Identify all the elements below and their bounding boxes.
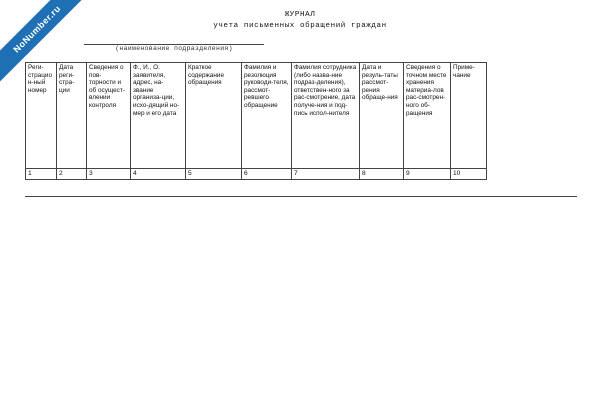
header-cell: Дата реги-стра-ции: [57, 63, 87, 169]
column-number-cell: 2: [57, 169, 87, 180]
column-number-cell: 3: [87, 169, 131, 180]
header-cell: Фамилия и резолюция руководи-теля, рассмот-ревшего обращение: [242, 63, 292, 169]
journal-title: ЖУРНАЛ: [284, 11, 316, 19]
page-divider: [25, 196, 577, 197]
column-number-cell: 4: [131, 169, 186, 180]
journal-subtitle: учета письменных обращений граждан: [213, 22, 387, 30]
column-number-cell: 6: [242, 169, 292, 180]
header-cell: Реги-страцион-ный номер: [26, 63, 57, 169]
table-header-row: [26, 63, 487, 169]
column-number-cell: 9: [404, 169, 451, 180]
journal-table: [25, 62, 487, 180]
header-cell: Сведения о пов-торности и об осущест-влении контроля: [87, 63, 131, 169]
header-cell: Ф., И., О. заявителя, адрес, на-звание организа-ции, исхо-дящий но-мер и его дата: [131, 63, 186, 169]
header-cell: Приме-чание: [451, 63, 487, 169]
column-number-cell: 5: [186, 169, 242, 180]
column-number-cell: 1: [26, 169, 57, 180]
header-cell: Сведения о точном месте хранения материа-лов рас-смотрен-ного об-ращения: [404, 63, 451, 169]
watermark-text: NoNumber.ru: [11, 3, 63, 55]
header-cell: Краткое содержание обращения: [186, 63, 242, 169]
column-number-row: [26, 169, 487, 180]
header-cell: Дата и резуль-таты рассмот-рения обраще-ния: [360, 63, 404, 169]
column-number-cell: 10: [451, 169, 487, 180]
column-number-cell: 8: [360, 169, 404, 180]
column-number-cell: 7: [292, 169, 360, 180]
header-cell: Фамилия сотрудника (либо назва-ние подраз-деления), ответствен-ного за рас-смотрение, дата получе-ния и под-пись испол-нителя: [292, 63, 360, 169]
department-caption: (наименование подразделения): [115, 45, 233, 52]
